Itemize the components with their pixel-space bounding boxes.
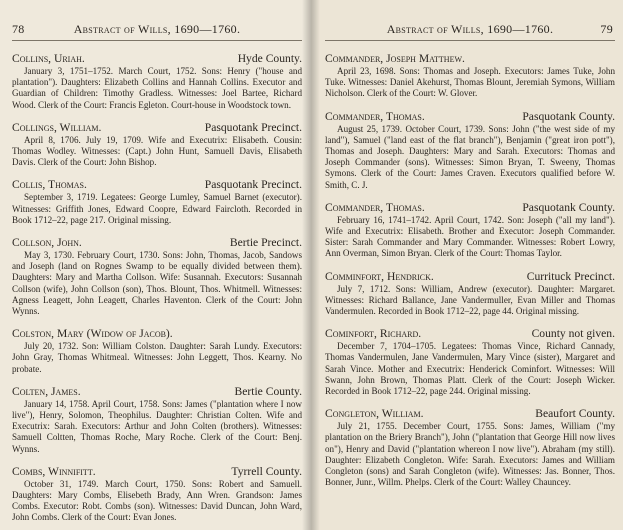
- will-entry: [12, 51, 302, 111]
- testator-location: Pasquotank Precinct.: [204, 120, 302, 134]
- testator-location: Currituck Precinct.: [526, 269, 615, 283]
- will-abstract: August 25, 1739. October Court, 1739. Sons: John ("the west side of my land"), Samuel ("land east of the flat branch"), Benjamin ("great iron pott"), Thomas and Joseph. Daughters: Mary and Sarah. Executors: Thomas and Joseph Commander (sons). Witnesses: Simon Bryan, T. Sweeny, Thomas Symons. Clerk of the Court: James Craven. Executors qualified before W. Smith, C. J.: [325, 123, 615, 190]
- will-abstract: December 7, 1704–1705. Legatees: Thomas Vince, Richard Cannady, Thomas Vandermulen, Jane Vandermulen, Mary Vince (sister), Margaret and Sarah Vince. Mother and Executrix: Henderick Cominfort. Witnesses: Will Swann, John Brown, Thomas Platt. Clerk of the Court: Joseph Wicker. Recorded in Book 1712–22, page 244. Original missing.: [325, 341, 615, 397]
- will-entry: [325, 109, 615, 191]
- testator-location: Bertie County.: [234, 384, 302, 398]
- testator-location: Pasquotank Precinct.: [204, 178, 302, 192]
- will-abstract: January 3, 1751–1752. March Court, 1752. Sons: Henry ("house and plantation"). Daughters: Elizabeth Collins and Hannah Collins. Executor and Guardian of Children: Timothy Gradless. Witnesses: Joel Bartee, Richard Wood. Clerk of the Court: Francis Egleton. Court-house in Woodstock town.: [12, 66, 302, 110]
- testator-name: Cominfort, Richard.: [325, 327, 422, 341]
- will-abstract: October 31, 1749. March Court, 1750. Sons: Robert and Samuell. Daughters: Mary Combs, Elisebeth Brady, Ann Wren. Grandson: James Combs. Executor: Robt. Combs (son). Witnesses: David Duncan, John Ward, John Combs. Clerk of the Court: Evan Jones.: [12, 478, 302, 523]
- will-abstract: July 20, 1732. Son: William Colston. Daughter: Sarah Lundy. Executors: John Gray, Thomas Whitmeal. Witnesses: John Leggett, Thos. Kearny. No probate.: [12, 341, 302, 374]
- testator-location: Pasquotank County.: [522, 109, 615, 123]
- will-entry: [325, 406, 615, 488]
- will-entry: [12, 177, 302, 226]
- will-entry: [12, 235, 302, 317]
- testator-location: County not given.: [531, 327, 615, 341]
- running-header: [12, 22, 302, 41]
- running-head-title: Abstract of Wills, 1690—1760.: [386, 22, 554, 36]
- will-abstract: May 3, 1730. February Court, 1730. Sons: John, Thomas, Jacob, Sandows and Joseph (land on Rognes Swamp to be equally divided between them). Daughters: Mary and Martha Collson. Wife: Susannah. Executors: Susannah Collson (wife), John Collson (son), Thos. Blount, Thos. Whitmell. Witnesses: Agness Leagett, John Leagett, Charles Haventon. Clerk of the Court: John Wynns.: [12, 250, 302, 317]
- testator-name: Congleton, William.: [325, 407, 424, 421]
- testator-name: Combs, Winnifitt.: [12, 464, 96, 478]
- will-abstract: July 7, 1712. Sons: William, Andrew (executor). Daughter: Margaret. Witnesses: Richard Ballance, Jane Vandermuller, Evan Miller and Thomas Vandermulen. Recorded in Book 1712–22, page 44. Original missing.: [325, 283, 615, 317]
- testator-location: Hyde County.: [237, 52, 302, 65]
- book-gutter-shadow: [302, 0, 320, 530]
- will-abstract: April 8, 1706. July 19, 1709. Wife and Executrix: Elisabeth. Cousin: Thomas Wodley. Witnesses: (Capt.) John Hunt, Samuell Davis, Elisabeth Davis. Clerk of the Court: John Bishop.: [12, 134, 302, 168]
- will-abstract: September 3, 1719. Legatees: George Lumley, Samuel Barnet (executor). Witnesses: Griffith Jones, Edward Coopre, Edward Faircloth. Recorded in Book 1712–22, page 217. Original missing.: [12, 192, 302, 225]
- will-entry: [325, 200, 615, 260]
- will-entry: [325, 51, 615, 100]
- will-entry: [12, 384, 302, 455]
- left-page: [0, 0, 311, 530]
- will-abstract: July 21, 1755. December Court, 1755. Sons: James, William ("my plantation on the Briery Branch"), John ("plantation that George Hill now lives on"), Henry and David ("plantation whereon I now live"). Abraham (my still). Daughter: Elizabeth Congleton. Wife: Sarah. Executors: James and William Congleton (sons) and Sarah Congleton (wife). Witnesses: Jas. Bonner, Thos. Bonner, Junr., Willm. Phelps. Clerk of the Court: Walley Chauncey.: [325, 421, 615, 488]
- testator-name: Collings, William.: [12, 120, 102, 134]
- testator-name: Commander, Thomas.: [325, 109, 425, 123]
- testator-location: Pasquotank County.: [522, 200, 615, 214]
- will-abstract: January 14, 1758. April Court, 1758. Sons: James ("plantation where I now live"), Henry, Solomon, Theophilus. Daughter: Christian Colten. Wife and Executrix: Sarah. Executors: Arthur and John Colten (brothers). Witnesses: Samuell Coltten, Thomas Roche, Mary Roche. Clerk of the Court: Benj. Wynns.: [12, 398, 302, 454]
- will-entry: [325, 269, 615, 318]
- right-page: [311, 0, 623, 530]
- running-header: [325, 22, 615, 41]
- page-number: 79: [600, 22, 613, 36]
- page-number: 78: [12, 22, 25, 36]
- testator-name: Commander, Joseph Matthew.: [325, 52, 465, 65]
- testator-name: Colten, James.: [12, 384, 81, 398]
- will-entry: [12, 326, 302, 375]
- testator-location: Beaufort County.: [535, 407, 615, 421]
- testator-name: Commander, Thomas.: [325, 200, 425, 214]
- testator-name: Collis, Thomas.: [12, 178, 87, 192]
- testator-name: Collson, John.: [12, 236, 82, 250]
- testator-location: Bertie Precinct.: [229, 236, 302, 250]
- testator-location: Tyrrell County.: [231, 464, 302, 478]
- testator-name: Comminfort, Hendrick.: [325, 269, 434, 283]
- running-head-title: Abstract of Wills, 1690—1760.: [73, 22, 241, 36]
- testator-name: Collins, Uriah.: [12, 52, 85, 65]
- will-abstract: February 16, 1741–1742. April Court, 1742. Son: Joseph ("all my land"). Wife and Executrix: Elisabeth. Brother and Executor: Joseph Commander. Sister: Sarah Commander and Mary Commander. Witnesses: Robert Lowry, Ann Overman, Simon Bryan. Clerk of the Court: Thomas Taylor.: [325, 214, 615, 259]
- will-entry: [12, 464, 302, 524]
- will-abstract: April 23, 1698. Sons: Thomas and Joseph. Executors: James Tuke, John Tuke. Witnesses: Daniel Akehurst, Thomas Blount, Jeremiah Symons, William Nicholson. Clerk of the Court: W. Glover.: [325, 66, 615, 99]
- will-entry: [12, 120, 302, 169]
- testator-name: Colston, Mary (Widow of Jacob).: [12, 327, 173, 341]
- will-entry: [325, 326, 615, 397]
